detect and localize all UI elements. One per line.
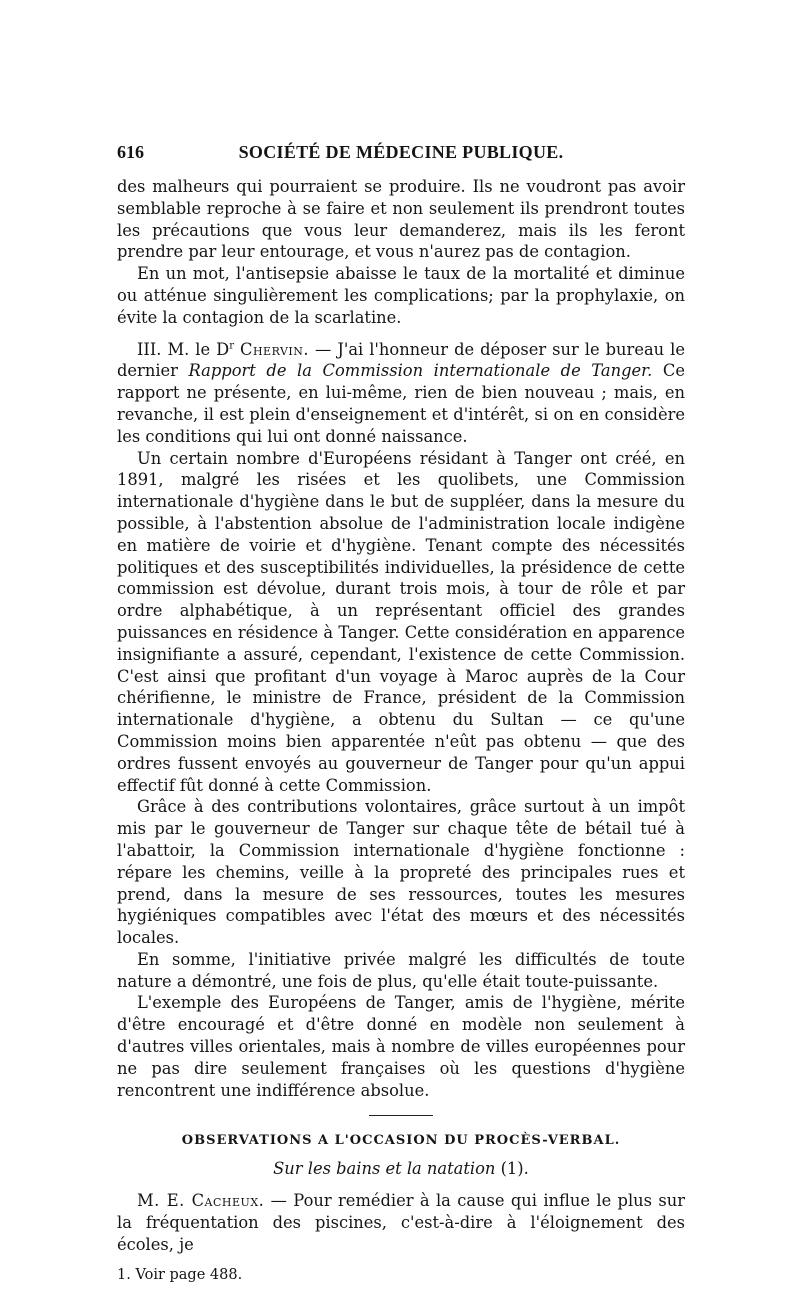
running-title: SOCIÉTÉ DE MÉDECINE PUBLIQUE.	[238, 142, 564, 162]
report-title: Rapport de la Commission internationale de Tanger.	[188, 361, 653, 381]
subheading	[117, 1158, 685, 1180]
body-text	[117, 176, 685, 1287]
title-superscript: r	[229, 340, 234, 352]
page-number: 616	[117, 142, 144, 162]
paragraph-tanger-commission: Un certain nombre d'Européens résidant à Tanger ont créé, en 1891, malgré les risées et les quolibets, une Commission internationale d'hygiène dans le but de suppléer, dans la mesure du possible, à l'abstention absolue de l'administration locale indigène en matière de voirie et d'hygiène. Tenant compte des nécessités politiques et des susceptibilités individuelles, la présidence de cette commission est dévolue, durant trois mois, à tour de rôle et par ordre alphabétique, à un représentant officiel des grandes puissances en résidence à Tanger. Cette considération en apparence insignifiante a assuré, cependant, l'existence de cette Commission. C'est ainsi que profitant d'un voyage à Maroc auprès de la Cour chérifienne, le ministre de France, président de la Commission internationale d'hygiène, a obtenu du Sultan — ce qu'une Commission moins bien apparentée n'eût pas obtenu — que des ordres fussent envoyés au gouverneur de Tanger pour qu'un appui effectif fût donné à cette Commission.	[117, 448, 685, 795]
footnote: 1. Voir page 488.	[117, 1267, 243, 1284]
section-lead: III. M. le D	[137, 339, 230, 359]
paragraph-initiative: En somme, l'initiative privée malgré les difficultés de toute nature a démontré, une fois de plus, qu'elle était toute-puissante.	[117, 949, 685, 991]
paragraph-cacheux	[117, 1190, 685, 1255]
speaker-name: Chervin.	[239, 339, 310, 359]
paragraph-text: Ce rapport ne présente, en lui-même, rien de bien nouveau ; mais, en revanche, il est plein d'enseignement et d'intérêt, si on en considère les conditions qui lui ont donné naissance.	[117, 361, 685, 446]
paragraph-contributions: Grâce à des contributions volontaires, grâce surtout à un impôt mis par le gouverneur de Tanger sur chaque tête de bétail tué à l'abattoir, la Commission internationale d'hygiène fonctionne : répare les chemins, veille à la propreté des principales rues et prend, dans la mesure de ses ressources, toutes les mesures hygiéniques compatibles avec l'état des mœurs et des nécessités locales.	[117, 797, 685, 948]
page-header	[117, 142, 685, 168]
paragraph-text: — J'ai l'honneur de déposer sur le bureau le dernier	[117, 339, 685, 381]
subheading-title: Sur les bains et la natation	[273, 1159, 496, 1179]
footnote-ref: (1).	[495, 1159, 529, 1179]
section-divider	[369, 1115, 433, 1116]
paragraph-chervin	[117, 339, 685, 448]
section-heading: OBSERVATIONS A L'OCCASION DU PROCÈS-VERBAL.	[181, 1133, 621, 1149]
paragraph-exemple: L'exemple des Européens de Tanger, amis de l'hygiène, mérite d'être encouragé et d'être donné en modèle non seulement à d'autres villes orientales, mais à nombre de villes européennes pour ne pas dire seulement françaises où les questions d'hygiène rencontrent une indifférence absolue.	[117, 993, 685, 1100]
paragraph-continuation: des malheurs qui pourraient se produire. Ils ne voudront pas avoir semblable reproche à se faire et non seulement ils prendront toutes les précautions que vous leur demanderez, mais ils les feront prendre par leur entourage, et vous n'aurez pas de contagion.	[117, 177, 685, 262]
speaker-name: M. E. Cacheux.	[137, 1191, 265, 1211]
paragraph-text: — Pour remédier à la cause qui influe le plus sur la fréquentation des piscines, c'est-à-dire à l'éloignement des écoles, je	[117, 1191, 685, 1254]
paragraph-antisepsie: En un mot, l'antisepsie abaisse le taux de la mortalité et diminue ou atténue singulièrement les complications; par la prophylaxie, on évite la contagion de la scarlatine.	[117, 264, 685, 327]
